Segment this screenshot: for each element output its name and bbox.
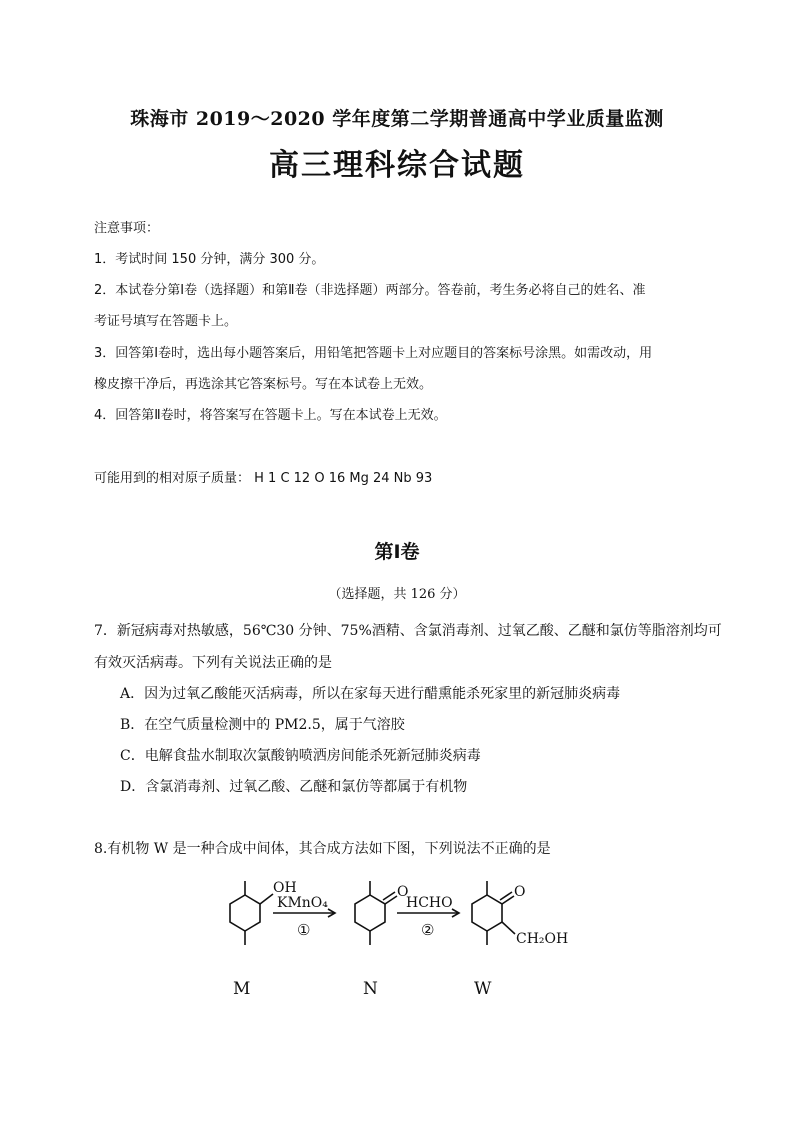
reagent-hcho: HCHO — [406, 895, 453, 911]
reagent-kmno4: KMnO₄ — [277, 895, 328, 911]
note-item-1: 1．考试时间 150 分钟，满分 300 分。 — [94, 252, 325, 267]
q7-option-c: C．电解食盐水制取次氯酸钠喷洒房间能杀死新冠肺炎病毒 — [120, 748, 481, 764]
atomic-masses: 可能用到的相对原子质量： H 1 C 12 O 16 Mg 24 Nb 93 — [94, 471, 433, 486]
exam-title: 珠海市 2019～2020 学年度第二学期普通高中学业质量监测 — [130, 108, 664, 130]
q8-stem: 8.有机物 W 是一种合成中间体，其合成方法如下图，下列说法不正确的是 — [94, 841, 551, 857]
note-item-3-line-1: 3．回答第Ⅰ卷时，选出每小题答案后，用铅笔把答题卡上对应题目的答案标号涂黑。如需改动，用 — [94, 346, 653, 361]
note-item-4: 4．回答第Ⅱ卷时，将答案写在答题卡上。写在本试卷上无效。 — [94, 408, 447, 423]
label-w: W — [474, 979, 492, 999]
q7-stem-line-2: 有效灭活病毒。下列有关说法正确的是 — [94, 655, 332, 671]
section-subtitle: （选择题，共 126 分） — [328, 587, 466, 602]
q7-option-d: D．含氯消毒剂、过氧乙酸、乙醚和氯仿等都属于有机物 — [120, 779, 468, 795]
group-oh: OH — [273, 880, 297, 896]
molecule-n-ring — [355, 895, 385, 931]
exam-subtitle: 高三理科综合试题 — [269, 148, 525, 183]
q7-stem-line-1: 7．新冠病毒对热敏感，56℃30 分钟、75%酒精、含氯消毒剂、过氧乙酸、乙醚和氯仿等脂溶剂均可 — [94, 623, 722, 639]
label-n: N — [363, 979, 378, 999]
molecule-w-ring — [472, 895, 502, 931]
molecule-m-oh-bond — [260, 894, 273, 904]
q7-option-a: A．因为过氧乙酸能灭活病毒，所以在家每天进行醋熏能杀死家里的新冠肺炎病毒 — [120, 686, 621, 702]
label-m: M — [233, 979, 251, 999]
group-o-n: O — [397, 884, 409, 900]
note-item-2-line-2: 考证号填写在答题卡上。 — [94, 314, 238, 329]
notes-heading: 注意事项： — [94, 221, 160, 236]
section-title: 第Ⅰ卷 — [374, 541, 420, 563]
q7-option-b: B．在空气质量检测中的 PM2.5，属于气溶胶 — [120, 717, 405, 733]
group-ch2oh: CH₂OH — [516, 931, 569, 947]
group-o-w: O — [514, 884, 526, 900]
note-item-3-line-2: 橡皮擦干净后，再选涂其它答案标号。写在本试卷上无效。 — [94, 377, 433, 392]
molecule-m-ring — [230, 895, 260, 931]
synthesis-scheme — [215, 868, 585, 958]
molecule-w-ch2oh-bond — [502, 922, 515, 934]
note-item-2-line-1: 2．本试卷分第Ⅰ卷（选择题）和第Ⅱ卷（非选择题）两部分。答卷前，考生务必将自己的姓名、准 — [94, 283, 646, 298]
step-1-label: ① — [297, 921, 311, 939]
step-2-label: ② — [421, 921, 435, 939]
